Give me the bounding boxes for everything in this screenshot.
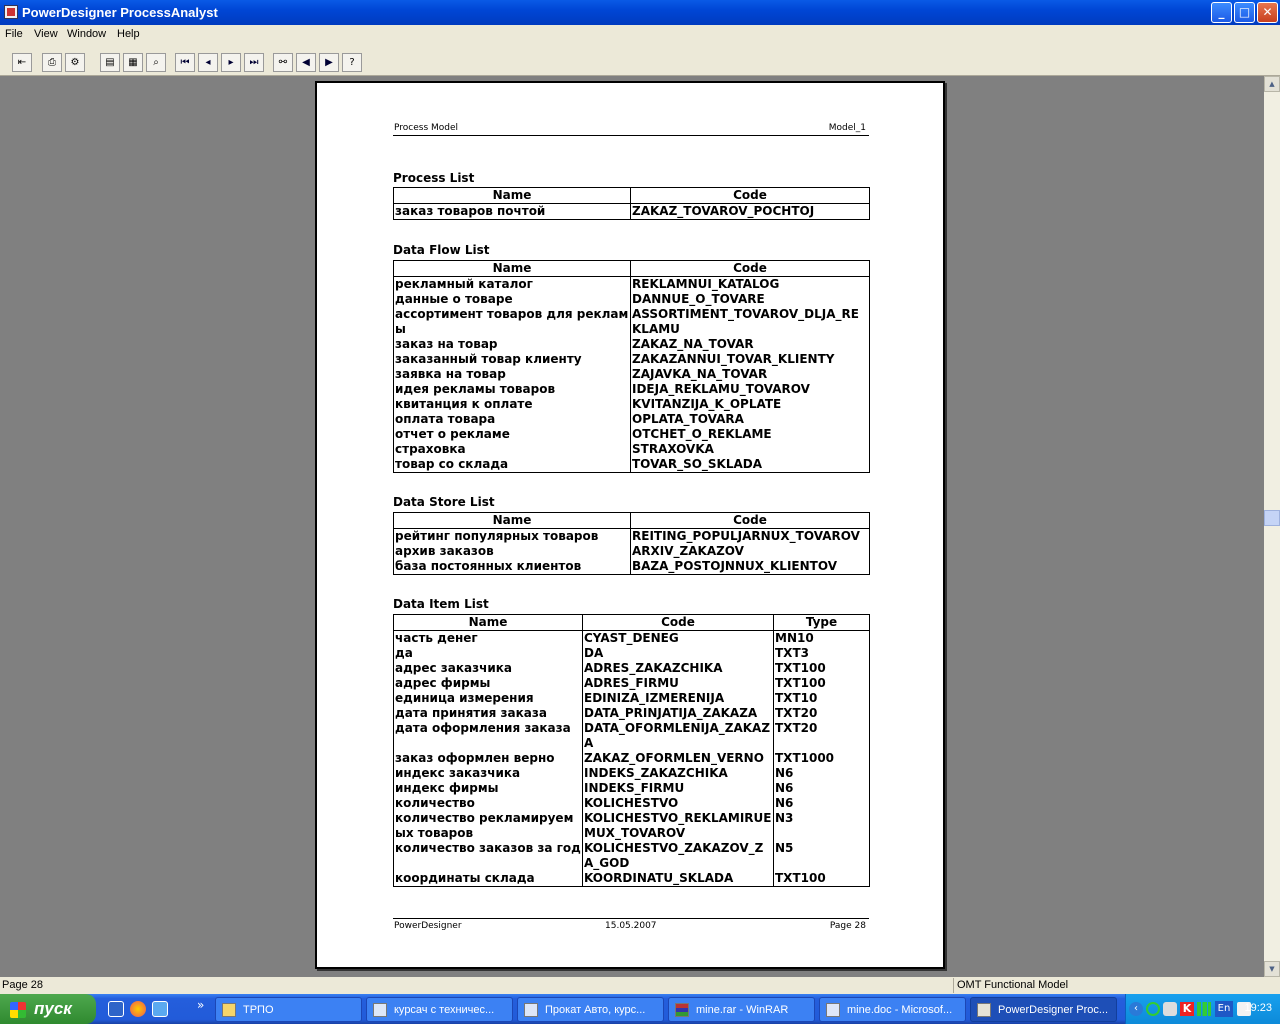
table-cell: ZAKAZ_TOVAROV_POCHTOJ (631, 204, 870, 220)
footer-divider (393, 918, 869, 919)
zoom-icon[interactable]: ⌕ (146, 53, 166, 72)
scrollbar-thumb[interactable] (1264, 510, 1280, 526)
table-cell: архив заказов (394, 544, 631, 559)
table-cell: страховка (394, 442, 631, 457)
table-cell: DATA_OFORMLENIJA_ZAKAZA (583, 721, 774, 751)
table-cell: TXT3 (774, 646, 870, 661)
table-cell: ZAJAVKA_NA_TOVAR (631, 367, 870, 382)
table-cell: адрес фирмы (394, 676, 583, 691)
table-row (394, 412, 870, 427)
page-footer-date: 15.05.2007 (605, 921, 657, 931)
forward-icon[interactable]: ▶ (319, 53, 339, 72)
table-cell: рейтинг популярных товаров (394, 529, 631, 545)
word-doc-icon (524, 1003, 538, 1017)
menu-help[interactable]: Help (117, 28, 140, 40)
data-item-list-title: Data Item List (393, 597, 489, 611)
next-page-icon[interactable]: ▸ (221, 53, 241, 72)
table-cell: адрес заказчика (394, 661, 583, 676)
table-cell: рекламный каталог (394, 277, 631, 293)
table-row (394, 277, 870, 293)
table-cell: OTCHET_O_REKLAME (631, 427, 870, 442)
help-icon[interactable]: ? (342, 53, 362, 72)
table-cell: ZAKAZ_OFORMLEN_VERNO (583, 751, 774, 766)
table-row (394, 706, 870, 721)
clock: 19:23 (1244, 1002, 1272, 1014)
table-cell: N6 (774, 796, 870, 811)
toolbar (0, 45, 1280, 76)
app-icon[interactable] (4, 5, 18, 19)
table-row (394, 766, 870, 781)
table-cell: REITING_POPULJARNUX_TOVAROV (631, 529, 870, 545)
table-cell: INDEKS_FIRMU (583, 781, 774, 796)
table-cell: N6 (774, 766, 870, 781)
scroll-up-icon[interactable]: ▲ (1264, 76, 1280, 92)
signal-icon[interactable] (1197, 1002, 1211, 1016)
taskbar-button-word-1[interactable] (366, 997, 513, 1022)
table-cell: квитанция к оплате (394, 397, 631, 412)
taskbar-button-label: Прокат Авто, курс... (545, 1004, 646, 1016)
language-indicator[interactable]: En (1215, 1001, 1233, 1017)
taskbar-button-winrar[interactable] (668, 997, 815, 1022)
table-row (394, 544, 870, 559)
column-header: Name (394, 261, 631, 277)
table-cell: KVITANZIJA_K_OPLATE (631, 397, 870, 412)
table-cell: индекс заказчика (394, 766, 583, 781)
status-model-type: OMT Functional Model (957, 979, 1069, 991)
single-page-icon[interactable]: ▤ (100, 53, 120, 72)
table-cell: N5 (774, 841, 870, 871)
table-cell: DANNUE_O_TOVARE (631, 292, 870, 307)
header-divider (393, 135, 869, 136)
table-cell: TXT10 (774, 691, 870, 706)
table-cell: база постоянных клиентов (394, 559, 631, 575)
table-cell: CYAST_DENEG (583, 631, 774, 647)
table-cell: ZAKAZ_NA_TOVAR (631, 337, 870, 352)
table-cell: ASSORTIMENT_TOVAROV_DLJA_REKLAMU (631, 307, 870, 337)
winrar-icon (675, 1003, 689, 1017)
table-row (394, 811, 870, 841)
close-preview-icon[interactable]: ⇤ (12, 53, 32, 72)
table-row (394, 796, 870, 811)
table-row (394, 691, 870, 706)
table-cell: TXT1000 (774, 751, 870, 766)
table-row (394, 559, 870, 575)
data-store-list-title: Data Store List (393, 495, 495, 509)
table-cell: ARXIV_ZAKAZOV (631, 544, 870, 559)
taskbar-button-label: mine.rar - WinRAR (696, 1004, 789, 1016)
title-bar (0, 0, 1280, 25)
table-cell: DA (583, 646, 774, 661)
table-cell: ассортимент товаров для рекламы (394, 307, 631, 337)
table-row (394, 721, 870, 751)
firefox-icon[interactable] (130, 1001, 146, 1017)
page-header-left: Process Model (394, 123, 459, 133)
table-row (394, 841, 870, 871)
table-cell: да (394, 646, 583, 661)
table-cell: ADRES_FIRMU (583, 676, 774, 691)
table-row (394, 751, 870, 766)
antivirus-icon[interactable]: K (1180, 1002, 1194, 1016)
table-cell: дата оформления заказа (394, 721, 583, 751)
page-header-right: Model_1 (828, 123, 866, 133)
start-label: пуск (34, 999, 72, 1018)
column-header: Code (583, 615, 774, 631)
table-cell: идея рекламы товаров (394, 382, 631, 397)
status-page: Page 28 (2, 979, 43, 991)
table-row (394, 292, 870, 307)
column-header: Code (631, 513, 870, 529)
table-cell: TXT100 (774, 676, 870, 691)
table-cell: заказ на товар (394, 337, 631, 352)
report-page (315, 81, 945, 969)
table-cell: координаты склада (394, 871, 583, 887)
multi-page-icon[interactable]: ▦ (123, 53, 143, 72)
table-row (394, 204, 870, 220)
back-icon[interactable]: ◀ (296, 53, 316, 72)
table-cell: KOLICHESTVO_REKLAMIRUEMUX_TOVAROV (583, 811, 774, 841)
column-header: Name (394, 615, 583, 631)
table-cell: KOLICHESTVO_ZAKAZOV_ZA_GOD (583, 841, 774, 871)
taskbar-button-label: mine.doc - Microsof... (847, 1004, 953, 1016)
table-cell: товар со склада (394, 457, 631, 473)
table-row (394, 631, 870, 647)
status-bar (0, 977, 1280, 994)
powerdesigner-icon (977, 1003, 991, 1017)
table-cell: N3 (774, 811, 870, 841)
quick-launch-expand-icon[interactable]: » (197, 998, 205, 1012)
close-button[interactable]: ✕ (1257, 2, 1278, 23)
table-cell: TOVAR_SO_SKLADA (631, 457, 870, 473)
table-row (394, 307, 870, 337)
taskbar-button-word-3[interactable] (819, 997, 966, 1022)
table-cell: REKLAMNUI_KATALOG (631, 277, 870, 293)
menu-window[interactable]: Window (67, 28, 107, 40)
table-cell: TXT100 (774, 871, 870, 887)
table-cell: STRAXOVKA (631, 442, 870, 457)
maximize-button[interactable]: □ (1234, 2, 1255, 23)
table-cell: IDEJA_REKLAMU_TOVAROV (631, 382, 870, 397)
table-cell: данные о товаре (394, 292, 631, 307)
windows-logo-icon (10, 1002, 26, 1018)
table-cell: ADRES_ZAKAZCHIKA (583, 661, 774, 676)
table-cell: ZAKAZANNUI_TOVAR_KLIENTY (631, 352, 870, 367)
table-cell: дата принятия заказа (394, 706, 583, 721)
table-cell: заказ оформлен верно (394, 751, 583, 766)
internet-explorer-icon[interactable] (152, 1001, 168, 1017)
table-cell: количество (394, 796, 583, 811)
table-cell: TXT20 (774, 706, 870, 721)
word-doc-icon (373, 1003, 387, 1017)
column-header: Name (394, 513, 631, 529)
taskbar-button-label: ТРПО (243, 1004, 274, 1016)
table-row (394, 529, 870, 545)
table-cell: EDINIZA_IZMERENIJA (583, 691, 774, 706)
table-cell: TXT20 (774, 721, 870, 751)
table-cell: единица измерения (394, 691, 583, 706)
taskbar-button-word-2[interactable] (517, 997, 664, 1022)
print-icon[interactable]: ⎙ (42, 53, 62, 72)
table-cell: TXT100 (774, 661, 870, 676)
data-store-list-table (393, 512, 870, 575)
minimize-button[interactable]: _ (1211, 2, 1232, 23)
table-cell: оплата товара (394, 412, 631, 427)
system-tray (1125, 994, 1280, 1024)
table-cell: INDEKS_ZAKAZCHIKA (583, 766, 774, 781)
table-row (394, 457, 870, 473)
table-cell: индекс фирмы (394, 781, 583, 796)
volume-icon[interactable] (1163, 1002, 1177, 1016)
data-flow-list-title: Data Flow List (393, 243, 490, 257)
table-cell: количество рекламируемых товаров (394, 811, 583, 841)
table-row (394, 781, 870, 796)
taskbar-button-folder[interactable] (215, 997, 362, 1022)
last-page-icon[interactable]: ⏭ (244, 53, 264, 72)
taskbar-button-label: курсач с техничес... (394, 1004, 495, 1016)
window-title: PowerDesigner ProcessAnalyst (22, 5, 218, 20)
process-list-title: Process List (393, 171, 475, 185)
status-pane (953, 978, 1280, 993)
table-cell: часть денег (394, 631, 583, 647)
find-icon[interactable]: ⚯ (273, 53, 293, 72)
table-row (394, 661, 870, 676)
table-row (394, 871, 870, 887)
data-flow-list-table (393, 260, 870, 473)
first-page-icon[interactable]: ⏮ (175, 53, 195, 72)
table-row (394, 427, 870, 442)
start-button[interactable] (0, 994, 96, 1024)
vertical-scrollbar[interactable] (1264, 76, 1280, 977)
table-cell: KOORDINATU_SKLADA (583, 871, 774, 887)
column-header: Type (774, 615, 870, 631)
table-cell: DATA_PRINJATIJA_ZAKAZA (583, 706, 774, 721)
table-cell: KOLICHESTVO (583, 796, 774, 811)
folder-icon (222, 1003, 236, 1017)
taskbar-button-powerdesigner[interactable] (970, 997, 1117, 1022)
network-icon[interactable] (1146, 1002, 1160, 1016)
table-row (394, 676, 870, 691)
table-cell: заказ товаров почтой (394, 204, 631, 220)
table-row (394, 646, 870, 661)
table-row (394, 382, 870, 397)
word-doc-icon (826, 1003, 840, 1017)
table-row (394, 337, 870, 352)
menu-bar (0, 25, 1280, 45)
table-row (394, 367, 870, 382)
column-header: Name (394, 188, 631, 204)
table-cell: количество заказов за год (394, 841, 583, 871)
show-hidden-icons-icon[interactable]: ‹ (1129, 1002, 1143, 1016)
previous-page-icon[interactable]: ◂ (198, 53, 218, 72)
page-footer-page-number: Page 28 (829, 921, 866, 931)
taskbar (0, 994, 1280, 1024)
page-footer-left: PowerDesigner (394, 921, 462, 931)
table-cell: N6 (774, 781, 870, 796)
table-cell: MN10 (774, 631, 870, 647)
table-cell: OPLATA_TOVARA (631, 412, 870, 427)
table-cell: заявка на товар (394, 367, 631, 382)
column-header: Code (631, 261, 870, 277)
process-list-table (393, 187, 870, 220)
scroll-down-icon[interactable]: ▼ (1264, 961, 1280, 977)
taskbar-button-label: PowerDesigner Proc... (998, 1004, 1109, 1016)
print-setup-icon[interactable]: ⚙ (65, 53, 85, 72)
column-header: Code (631, 188, 870, 204)
menu-file[interactable]: File (5, 28, 23, 40)
table-cell: BAZA_POSTOJNNUX_KLIENTOV (631, 559, 870, 575)
menu-view[interactable]: View (34, 28, 58, 40)
table-row (394, 397, 870, 412)
table-row (394, 352, 870, 367)
table-cell: отчет о рекламе (394, 427, 631, 442)
table-row (394, 442, 870, 457)
show-desktop-icon[interactable] (108, 1001, 124, 1017)
table-cell: заказанный товар клиенту (394, 352, 631, 367)
data-item-list-table (393, 614, 870, 887)
